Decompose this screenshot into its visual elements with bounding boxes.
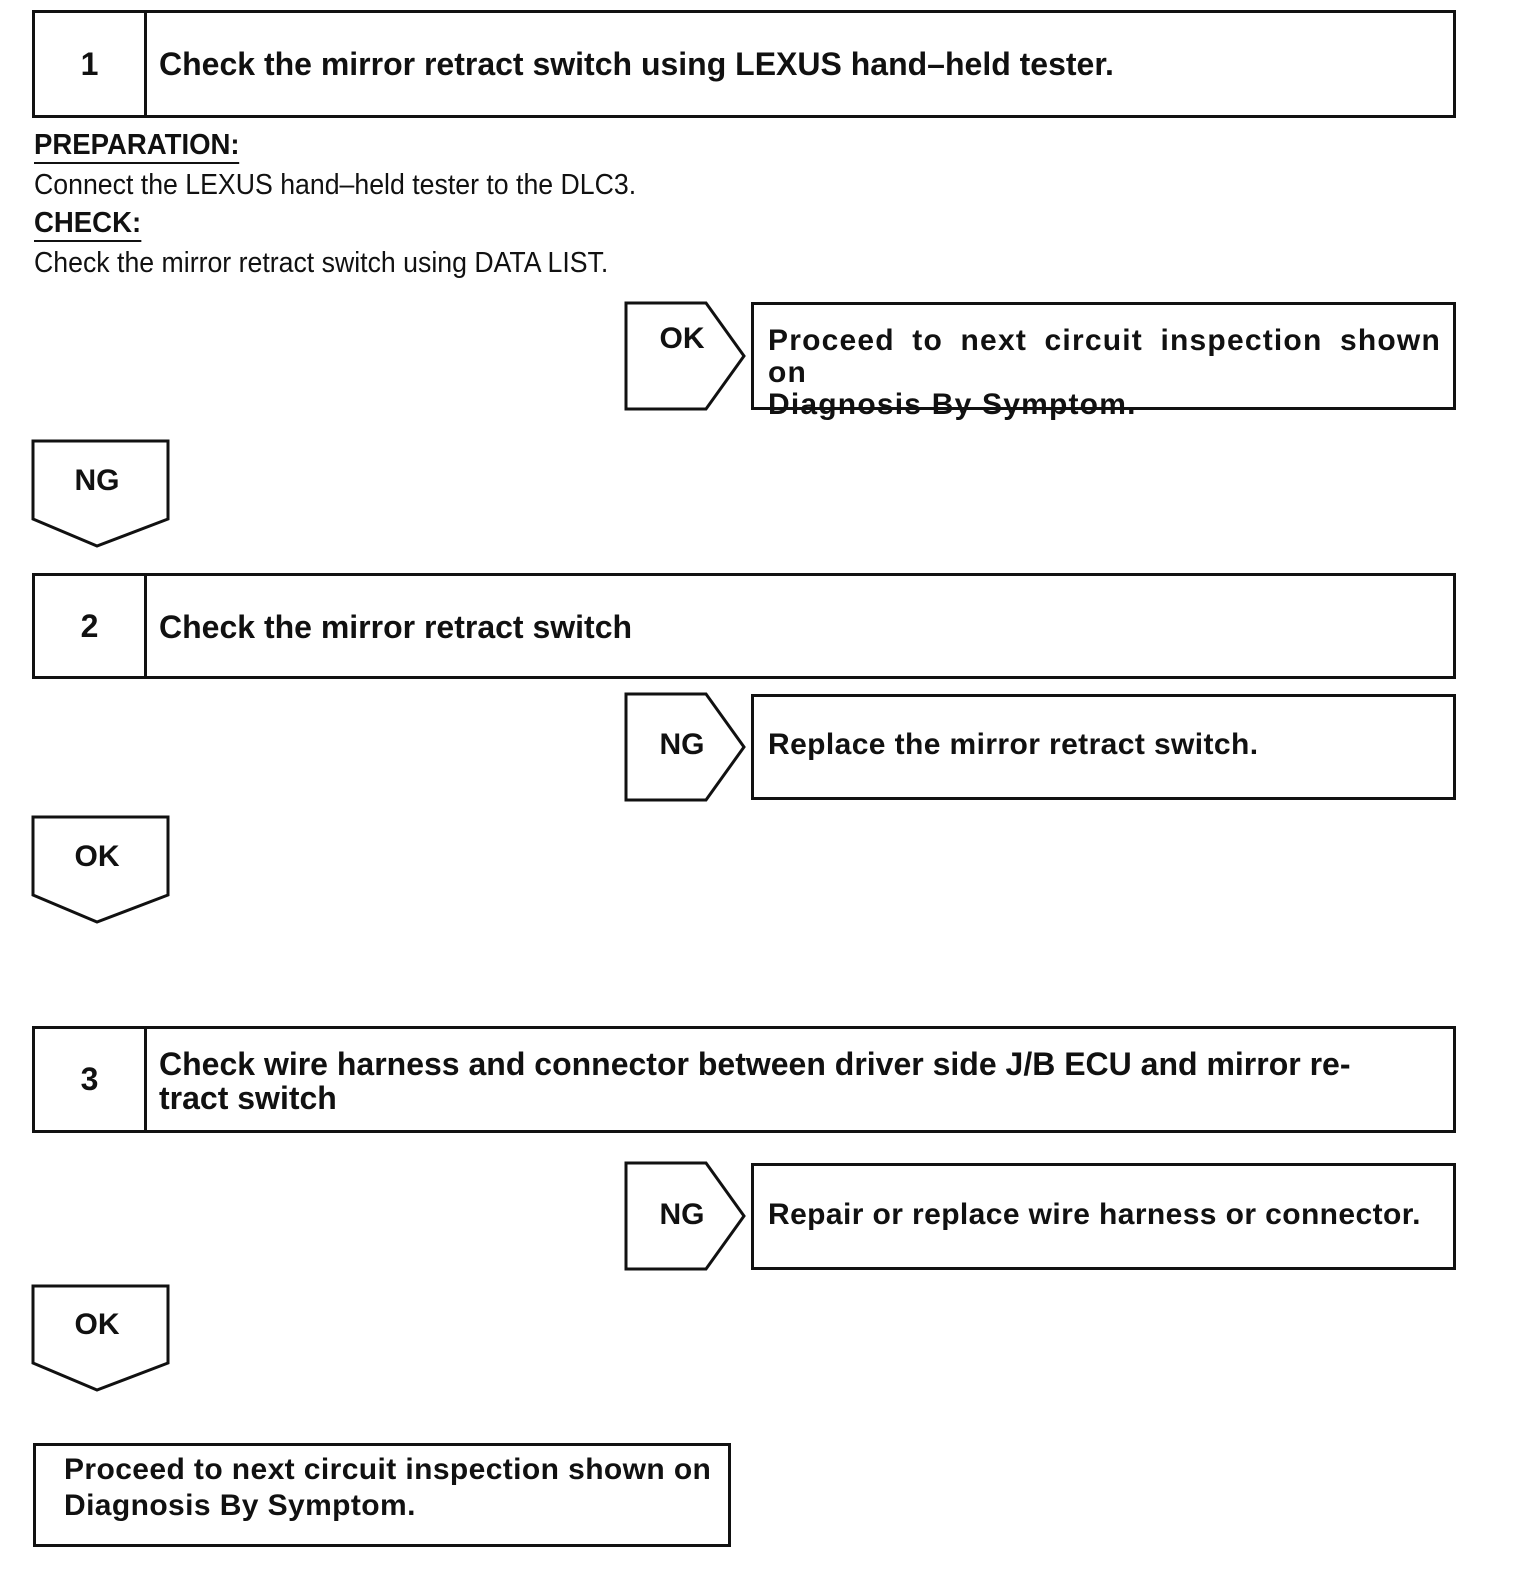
step-3-number: 3 xyxy=(35,1029,147,1130)
step-2-title: Check the mirror retract switch xyxy=(159,609,633,645)
step-2-number: 2 xyxy=(35,576,147,676)
step-1-title: Check the mirror retract switch using LEXUS hand–held tester. xyxy=(159,46,1114,82)
step-3-title-line2: tract switch xyxy=(159,1080,337,1116)
preparation-text: Connect the LEXUS hand–held tester to the DLC3. xyxy=(34,169,637,201)
branch-2-result-text: Replace the mirror retract switch. xyxy=(768,728,1259,761)
check-heading: CHECK: xyxy=(34,206,141,242)
down-arrow-3-label: OK xyxy=(74,1308,120,1341)
final-result-line2: Diagnosis By Symptom. xyxy=(64,1489,416,1522)
preparation-heading: PREPARATION: xyxy=(34,128,240,164)
final-result-line1: Proceed to next circuit inspection shown on xyxy=(64,1453,712,1486)
final-result-box xyxy=(33,1443,731,1547)
branch-2-ng-label: NG xyxy=(659,728,705,761)
branch-1-result-line1: Proceed to next circuit inspection shown on xyxy=(768,324,1441,389)
step-3-title-line1: Check wire harness and connector between driver side J/B ECU and mirror re- xyxy=(159,1046,1351,1082)
down-arrow-1-label: NG xyxy=(74,464,120,497)
branch-3-result-text: Repair or replace wire harness or connector. xyxy=(768,1198,1421,1231)
final-result-text xyxy=(64,1452,716,1524)
check-text: Check the mirror retract switch using DATA LIST. xyxy=(34,247,609,279)
down-arrow-2-label: OK xyxy=(74,840,120,873)
branch-1-ok-label: OK xyxy=(659,322,705,355)
step-1-number: 1 xyxy=(35,13,147,115)
branch-3-ng-label: NG xyxy=(659,1198,705,1231)
branch-1-result-line2: Diagnosis By Symptom. xyxy=(768,388,1137,421)
